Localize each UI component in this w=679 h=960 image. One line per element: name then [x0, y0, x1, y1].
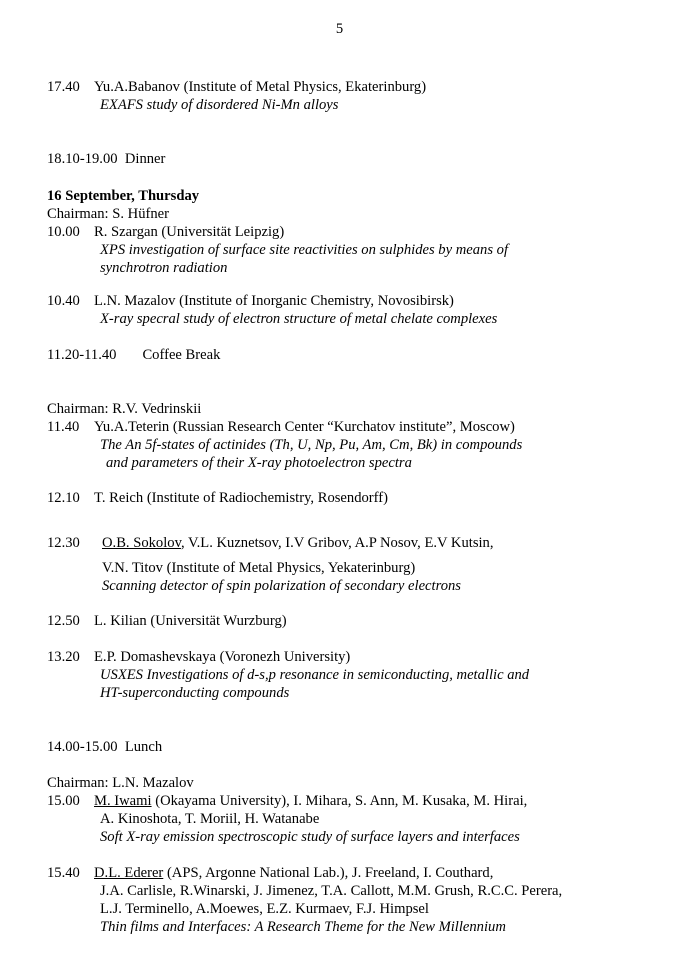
talk-title-cont: synchrotron radiation [100, 260, 228, 276]
talk-1540 [47, 864, 657, 936]
break-label: Coffee Break [142, 347, 221, 363]
talk-title: USXES Investigations of d-s,p resonance in semiconducting, metallic and [100, 667, 530, 683]
coffee-break [47, 346, 657, 364]
session-3 [47, 774, 657, 846]
talk-speaker: L. Kilian (Universität Wurzburg) [94, 613, 287, 629]
talk-1740 [47, 78, 657, 114]
talk-coauthors-cont: V.N. Titov (Institute of Metal Physics, Yekaterinburg) [102, 560, 416, 576]
break-label: Lunch [124, 739, 163, 755]
talk-title: X-ray specral study of electron structure of metal chelate complexes [100, 311, 498, 327]
talk-1320 [47, 648, 657, 702]
talk-1210 [47, 489, 657, 507]
break-time: 18.10-19.00 [47, 151, 118, 167]
talk-time: 10.00 [47, 224, 80, 240]
talk-title: Thin films and Interfaces: A Research Theme for the New Millennium [100, 919, 506, 935]
session-2 [47, 400, 657, 472]
talk-time: 12.50 [47, 613, 80, 629]
day-section [47, 187, 657, 277]
talk-time: 13.20 [47, 649, 80, 665]
talk-time: 15.00 [47, 793, 80, 809]
talk-time: 17.40 [47, 79, 80, 95]
day-heading: 16 September, Thursday [47, 188, 200, 204]
talk-speaker: E.P. Domashevskaya (Voronezh University) [94, 649, 351, 665]
talk-title-cont: and parameters of their X-ray photoelectron spectra [106, 455, 412, 471]
talk-title-cont: HT-superconducting compounds [100, 685, 290, 701]
break-time: 14.00-15.00 [47, 739, 118, 755]
talk-title: XPS investigation of surface site reactivities on sulphides by means of [100, 242, 509, 258]
session-chairman: Chairman: S. Hüfner [47, 206, 169, 222]
talk-time: 11.40 [47, 419, 80, 435]
talk-speaker: R. Szargan (Universität Leipzig) [94, 224, 285, 240]
talk-presenter: M. Iwami [94, 793, 152, 809]
talk-speaker: L.N. Mazalov (Institute of Inorganic Chemistry, Novosibirsk) [94, 293, 454, 309]
talk-presenter: D.L. Ederer [94, 865, 164, 881]
talk-coauthors-cont: L.J. Terminello, A.Moewes, E.Z. Kurmaev, F.J. Himpsel [100, 901, 429, 917]
dinner-break [47, 150, 657, 168]
talk-coauthors-cont: J.A. Carlisle, R.Winarski, J. Jimenez, T.A. Callott, M.M. Grush, R.C.C. Perera, [100, 883, 563, 899]
talk-title: EXAFS study of disordered Ni-Mn alloys [100, 97, 339, 113]
talk-speaker: Yu.A.Teterin (Russian Research Center “Kurchatov institute”, Moscow) [94, 419, 515, 435]
talk-time: 15.40 [47, 865, 80, 881]
talk-time: 10.40 [47, 293, 80, 309]
break-label: Dinner [124, 151, 166, 167]
talk-1040 [47, 292, 657, 328]
talk-time: 12.30 [47, 535, 80, 551]
talk-coauthors: (APS, Argonne National Lab.), J. Freeland, I. Couthard, [163, 865, 494, 881]
talk-1230 [47, 534, 657, 595]
talk-speaker: T. Reich (Institute of Radiochemistry, Rosendorff) [94, 490, 388, 506]
talk-title: The An 5f-states of actinides (Th, U, Np, Pu, Am, Cm, Bk) in compounds [100, 437, 523, 453]
session-chairman: Chairman: L.N. Mazalov [47, 775, 194, 791]
session-chairman: Chairman: R.V. Vedrinskii [47, 401, 202, 417]
talk-coauthors: (Okayama University), I. Mihara, S. Ann, M. Kusaka, M. Hirai, [151, 793, 528, 809]
talk-time: 12.10 [47, 490, 80, 506]
talk-coauthors: , V.L. Kuznetsov, I.V Gribov, A.P Nosov, E.V Kutsin, [180, 535, 494, 551]
talk-presenter: O.B. Sokolov [102, 535, 181, 551]
talk-title: Soft X-ray emission spectroscopic study of surface layers and interfaces [100, 829, 520, 845]
talk-coauthors-cont: A. Kinoshota, T. Moriil, H. Watanabe [100, 811, 320, 827]
talk-speaker: Yu.A.Babanov (Institute of Metal Physics, Ekaterinburg) [94, 79, 427, 95]
talk-1250 [47, 612, 657, 630]
page-number: 5 [335, 21, 344, 37]
break-time: 11.20-11.40 [47, 347, 117, 363]
lunch-break [47, 738, 657, 756]
talk-title: Scanning detector of spin polarization of secondary electrons [102, 578, 461, 594]
